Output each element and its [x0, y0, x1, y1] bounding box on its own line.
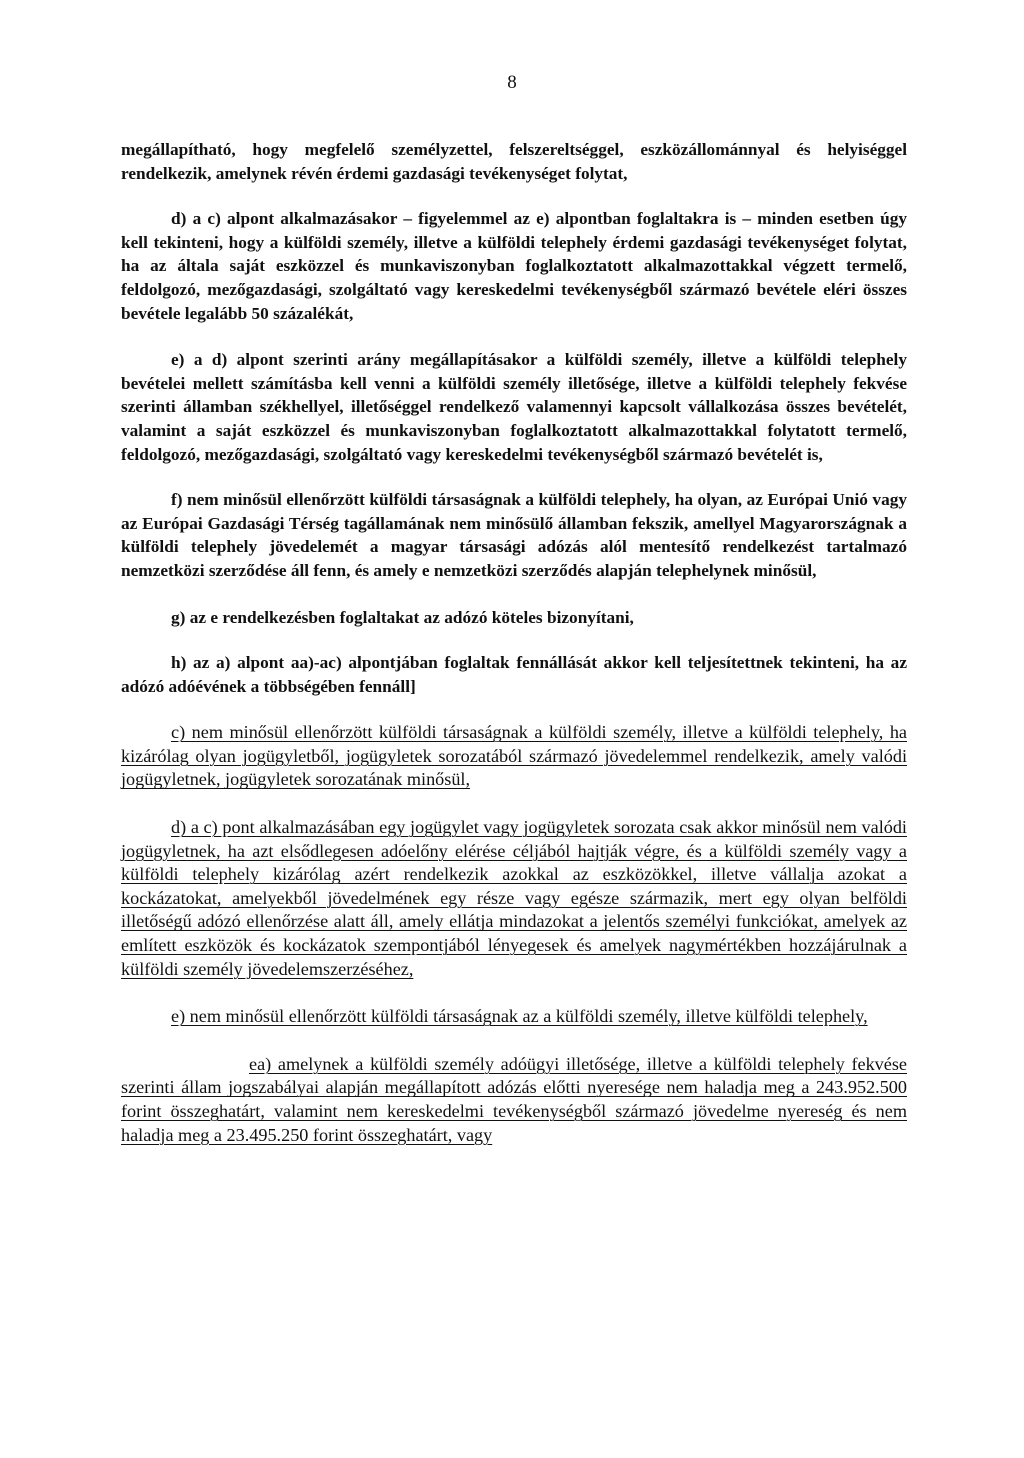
paragraph-point-g: g) az e rendelkezésben foglaltakat az adózó köteles bizonyítani,: [171, 607, 634, 627]
paragraph-point-f: f) nem minősül ellenőrzött külföldi társaságnak a külföldi telephely, ha olyan, az Európai Unió vagy az Európai Gazdasági Térség tagállamának nem minősülő államban fekszik, amellyel Magyarországnak a külföldi telephely jövedelemét a magyar társasági adózás alól mentesítő rendelkezést tartalmazó nemzetközi szerződése áll fenn, és amely e nemzetközi szerződés alapján telephelynek minősül,: [121, 490, 907, 580]
amendment-point-e: e) nem minősül ellenőrzött külföldi társaságnak az a külföldi személy, illetve külföldi telephely,: [171, 1006, 868, 1027]
paragraph-point-h: h) az a) alpont aa)-ac) alpontjában foglaltak fennállását akkor kell teljesítettnek tekinteni, ha az adózó adóévének a többségében fennáll]: [121, 653, 907, 696]
amendment-point-c: c) nem minősül ellenőrzött külföldi társaságnak a külföldi személy, illetve a külföldi telephely, ha kizárólag olyan jogügyletből, jogügyletek sorozatából származó jövedelemmel rendelkezik, amely valódi jogügyletnek, jogügyletek sorozatának minősül,: [121, 722, 907, 790]
paragraph-point-d: d) a c) alpont alkalmazásakor – figyelemmel az e) alpontban foglaltakra is – minden esetben úgy kell tekinteni, hogy a külföldi személy, illetve a külföldi telephely érdemi gazdasági tevékenységet folytat, ha az általa saját eszközzel és munkaviszonyban foglalkoztatott alkalmazottakkal végzett termelő, feldolgozó, mezőgazdasági, szolgáltató vagy kereskedelmi tevékenységből származó bevétele eléri összes bevétele legalább 50 százalékát,: [121, 209, 907, 323]
paragraph-point-e: e) a d) alpont szerinti arány megállapításakor a külföldi személy, illetve a külföldi telephely bevételei mellett számításba kell venni a külföldi személy illetősége, illetve a külföldi telephely fekvése szerinti államban székhellyel, illetőséggel rendelkező valamennyi kapcsolt vállalkozása összes bevételét, valamint a saját eszközzel és munkaviszonyban foglalkoztatott alkalmazottakkal folytatott termelő, feldolgozó, mezőgazdasági, szolgáltató vagy kereskedelmi tevékenységből származó bevételét is,: [121, 350, 907, 464]
amendment-point-ea: ea) amelynek a külföldi személy adóügyi illetősége, illetve a külföldi telephely fekvése szerinti állam jogszabályai alapján megállapított adózás előtti nyeresége nem haladja meg a 243.952.500 forint összeghatárt, valamint nem kereskedelmi tevékenységből származó jövedelme nyereség és nem haladja meg a 23.495.250 forint összeghatárt, vagy: [121, 1053, 907, 1145]
amendment-point-d: d) a c) pont alkalmazásában egy jogügylet vagy jogügyletek sorozata csak akkor minősül nem valódi jogügyletnek, ha azt elsődlegesen adóelőny elérése céljából hajtják végre, és a külföldi személy vagy a külföldi telephely kizárólag azért rendelkezik azokkal az eszközökkel, illetve vállalja azokat a kockázatokat, amelyekből jövedelmének egy része vagy egésze származik, mert egy olyan belföldi illetőségű adózó ellenőrzése alatt áll, amely ellátja mindazokat a jelentős személyi funkciókat, amelyek az említett eszközök és kockázatok szempontjából lényegesek és amelyek nagymértékben hozzájárulnak a külföldi személy jövedelemszerzéséhez,: [121, 817, 907, 979]
document-body: [121, 138, 907, 1147]
page-number: 8: [507, 72, 517, 93]
paragraph-continuation: megállapítható, hogy megfelelő személyzettel, felszereltséggel, eszközállománnyal és helyiséggel rendelkezik, amelynek révén érdemi gazdasági tevékenységet folytat,: [121, 140, 907, 183]
